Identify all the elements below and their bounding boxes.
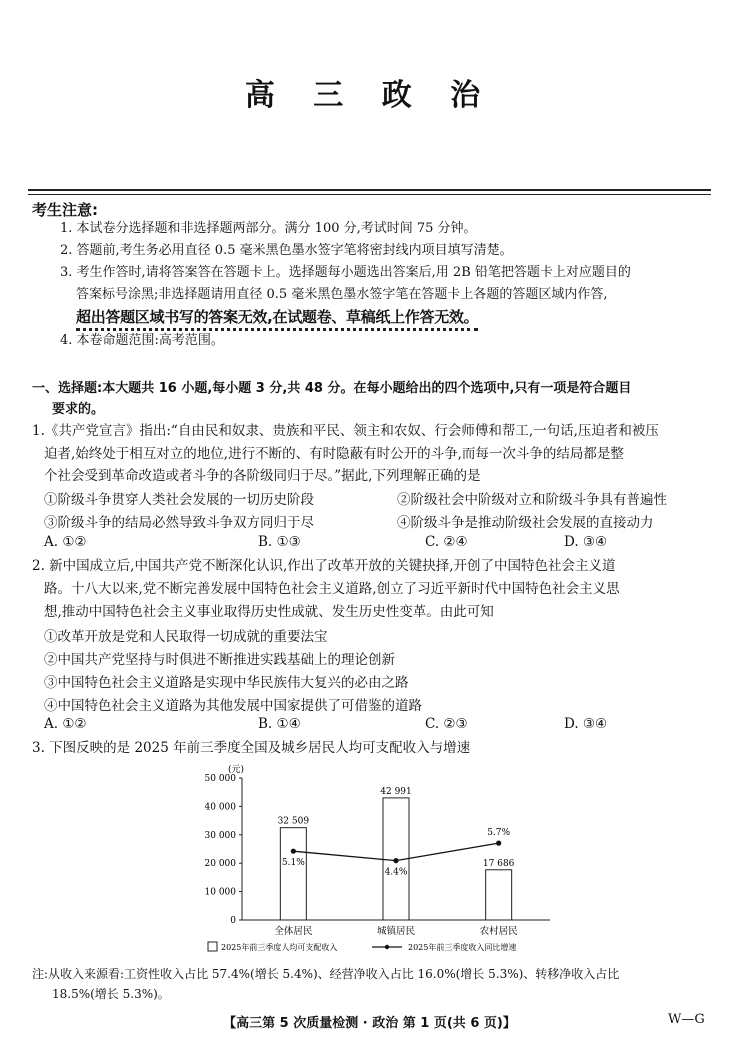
growth-value-label: 5.7%: [487, 828, 511, 839]
notice-item-4: 4. 本卷命题范围:高考范围。: [60, 333, 224, 348]
legend-line-marker: [385, 945, 389, 949]
q2-statement-2: ②中国共产党坚持与时俱进不断推进实践基础上的理论创新: [44, 652, 395, 668]
q2-statement-4: ④中国特色社会主义道路为其他发展中国家提供了可借鉴的道路: [44, 698, 422, 714]
q1-stem-1: 1.《共产党宣言》指出:“自由民和奴隶、贵族和平民、领主和农奴、行会师傅和帮工,一句话,压迫者和被压: [32, 423, 659, 439]
bar: [486, 870, 512, 920]
legend-bar-swatch: [208, 942, 217, 951]
bar-value-label: 42 991: [380, 786, 412, 797]
growth-point: [393, 858, 398, 863]
notice-item-1: 1. 本试卷分选择题和非选择题两部分。满分 100 分,考试时间 75 分钟。: [60, 221, 477, 236]
category-label: 城镇居民: [376, 926, 416, 937]
category-label: 农村居民: [479, 926, 518, 937]
q1-statement-1: ①阶级斗争贯穿人类社会发展的一切历史阶段: [44, 492, 314, 508]
legend-bar-label: 2025年前三季度人均可支配收入: [221, 943, 338, 952]
q2-option-c: C. ②③: [425, 716, 468, 732]
section-heading: 一、选择题:本大题共 16 小题,每小题 3 分,共 48 分。在每小题给出的四个选项中,只有一项是符合题目: [32, 381, 632, 396]
header-rule-thin: [28, 194, 711, 195]
y-tick-label: 30 000: [204, 830, 236, 841]
q1-option-c: C. ②④: [425, 534, 468, 550]
notice-item-3-emphasis: 超出答题区域书写的答案无效,在试题卷、草稿纸上作答无效。: [76, 308, 478, 331]
notice-item-3: 3. 考生作答时,请将答案答在答题卡上。选择题每小题选出答案后,用 2B 铅笔把答题卡上对应题目的: [60, 265, 631, 280]
q2-option-a: A. ①②: [44, 716, 87, 732]
y-tick-label: 50 000: [204, 774, 236, 784]
bar-value-label: 32 509: [277, 816, 310, 827]
y-axis-label: (元): [228, 765, 245, 775]
q1-statement-3: ③阶级斗争的结局必然导致斗争双方同归于尽: [44, 515, 314, 531]
page-footer: 【高三第 5 次质量检测 · 政治 第 1 页(共 6 页)】: [223, 1016, 516, 1031]
q3-stem: 3. 下图反映的是 2025 年前三季度全国及城乡居民人均可支配收入与增速: [32, 740, 471, 756]
notice-heading: 考生注意:: [32, 201, 98, 219]
y-tick-label: 40 000: [204, 802, 236, 813]
y-tick-label: 10 000: [204, 887, 236, 898]
chart-note-2: 18.5%(增长 5.3%)。: [52, 987, 170, 1001]
section-heading-cont: 要求的。: [52, 402, 105, 417]
q1-stem-3: 个社会受到革命改造或者斗争的各阶级同归于尽。”据此,下列理解正确的是: [44, 468, 481, 484]
q1-statement-2: ②阶级社会中阶级对立和阶级斗争具有普遍性: [397, 492, 667, 508]
q2-option-d: D. ③④: [564, 716, 608, 732]
notice-item-3-cont: 答案标号涂黑;非选择题请用直径 0.5 毫米黑色墨水签字笔在答题卡上各题的答题区域内作答,: [76, 287, 608, 302]
q2-stem-2: 路。十八大以来,党不断完善发展中国特色社会主义道路,创立了习近平新时代中国特色社会主义思: [44, 581, 620, 597]
q1-option-d: D. ③④: [564, 534, 608, 550]
y-tick-label: 20 000: [204, 859, 236, 870]
income-chart: [180, 758, 560, 963]
y-tick-label: 0: [230, 916, 236, 926]
q2-statement-1: ①改革开放是党和人民取得一切成就的重要法宝: [44, 629, 328, 645]
bar: [280, 828, 306, 920]
q1-stem-2: 迫者,始终处于相互对立的地位,进行不断的、有时隐蔽有时公开的斗争,而每一次斗争的结局都是整: [44, 446, 624, 462]
growth-value-label: 4.4%: [384, 867, 408, 878]
q2-option-b: B. ①④: [258, 716, 301, 732]
q2-stem-1: 2. 新中国成立后,中国共产党不断深化认识,作出了改革开放的关键抉择,开创了中国特色社会主义道: [32, 558, 616, 574]
legend-line-label: 2025年前三季度收入同比增速: [408, 943, 517, 952]
bar-value-label: 17 686: [482, 858, 515, 869]
header-rule: [28, 189, 711, 191]
growth-point: [291, 849, 296, 854]
paper-code: W—G: [668, 1012, 705, 1027]
category-label: 全体居民: [274, 926, 313, 937]
growth-value-label: 5.1%: [281, 858, 305, 869]
q1-statement-4: ④阶级斗争是推动阶级社会发展的直接动力: [397, 515, 654, 531]
q2-stem-3: 想,推动中国特色社会主义事业取得历史性成就、发生历史性变革。由此可知: [44, 604, 494, 620]
growth-point: [496, 841, 501, 846]
chart-note-1: 注:从收入来源看:工资性收入占比 57.4%(增长 5.4%)、经营净收入占比 16.0%(增长 5.3%)、转移净收入占比: [32, 967, 620, 981]
page-title: 高 三 政 治: [244, 78, 495, 113]
q2-statement-3: ③中国特色社会主义道路是实现中华民族伟大复兴的必由之路: [44, 675, 409, 691]
notice-item-2: 2. 答题前,考生务必用直径 0.5 毫米黑色墨水签字笔将密封线内项目填写清楚。: [60, 243, 513, 258]
q1-option-b: B. ①③: [258, 534, 301, 550]
q1-option-a: A. ①②: [44, 534, 87, 550]
